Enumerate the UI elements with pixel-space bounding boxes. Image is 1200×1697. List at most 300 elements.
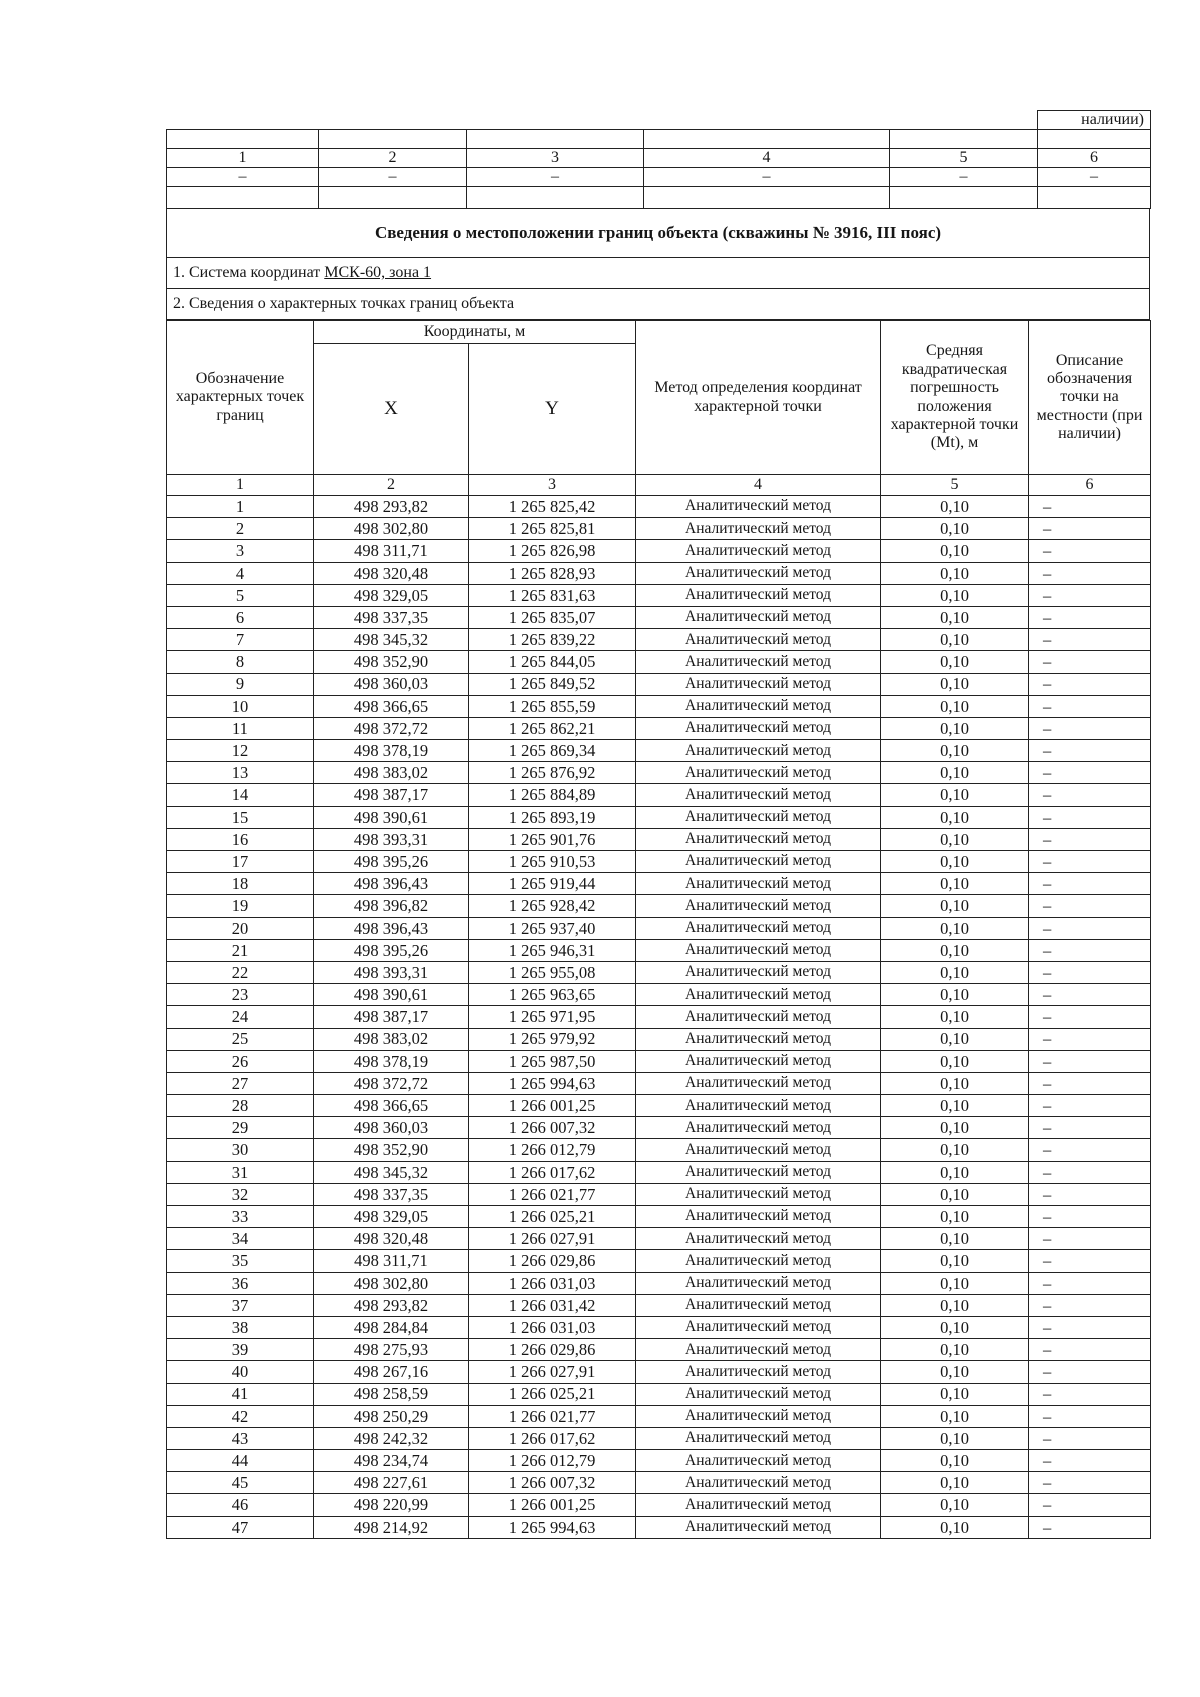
column-number: 4	[636, 475, 881, 496]
x-coordinate-cell: 498 267,16	[314, 1361, 469, 1383]
error-cell: 0,10	[881, 1516, 1029, 1538]
method-cell: Аналитический метод	[636, 1361, 881, 1383]
y-coordinate-cell: 1 265 994,63	[469, 1072, 636, 1094]
header-description: Описание обозначения точки на местности (при наличии)	[1029, 321, 1151, 475]
point-number-cell: 31	[167, 1161, 314, 1183]
method-cell: Аналитический метод	[636, 1494, 881, 1516]
table-row	[167, 917, 1151, 939]
x-coordinate-cell: 498 320,48	[314, 1228, 469, 1250]
x-coordinate-cell: 498 250,29	[314, 1405, 469, 1427]
description-cell: –	[1029, 1095, 1151, 1117]
x-coordinate-cell: 498 387,17	[314, 1006, 469, 1028]
y-coordinate-cell: 1 265 839,22	[469, 629, 636, 651]
error-cell: 0,10	[881, 873, 1029, 895]
y-coordinate-cell: 1 266 031,03	[469, 1272, 636, 1294]
point-number-cell: 43	[167, 1427, 314, 1449]
x-coordinate-cell: 498 345,32	[314, 629, 469, 651]
fragment-col-number: 5	[890, 149, 1038, 168]
method-cell: Аналитический метод	[636, 540, 881, 562]
method-cell: Аналитический метод	[636, 1095, 881, 1117]
description-cell: –	[1029, 606, 1151, 628]
x-coordinate-cell: 498 258,59	[314, 1383, 469, 1405]
method-cell: Аналитический метод	[636, 673, 881, 695]
table-row	[167, 851, 1151, 873]
error-cell: 0,10	[881, 1072, 1029, 1094]
error-cell: 0,10	[881, 518, 1029, 540]
x-coordinate-cell: 498 366,65	[314, 1095, 469, 1117]
description-cell: –	[1029, 1339, 1151, 1361]
fragment-dash-row	[167, 168, 1151, 187]
description-cell: –	[1029, 984, 1151, 1006]
method-cell: Аналитический метод	[636, 740, 881, 762]
description-cell: –	[1029, 540, 1151, 562]
fragment-dash: –	[644, 168, 890, 187]
method-cell: Аналитический метод	[636, 1427, 881, 1449]
table-row	[167, 762, 1151, 784]
table-row	[167, 1450, 1151, 1472]
table-row	[167, 1494, 1151, 1516]
y-coordinate-cell: 1 265 979,92	[469, 1028, 636, 1050]
error-cell: 0,10	[881, 1272, 1029, 1294]
x-coordinate-cell: 498 337,35	[314, 1183, 469, 1205]
error-cell: 0,10	[881, 1161, 1029, 1183]
description-cell: –	[1029, 562, 1151, 584]
table-row	[167, 1383, 1151, 1405]
y-coordinate-cell: 1 265 828,93	[469, 562, 636, 584]
x-coordinate-cell: 498 302,80	[314, 518, 469, 540]
error-cell: 0,10	[881, 717, 1029, 739]
point-number-cell: 27	[167, 1072, 314, 1094]
header-error: Средняя квадратическая погрешность положения характерной точки (Mt), м	[881, 321, 1029, 475]
description-cell: –	[1029, 1272, 1151, 1294]
fragment-dash: –	[1038, 168, 1151, 187]
x-coordinate-cell: 498 396,43	[314, 873, 469, 895]
point-number-cell: 28	[167, 1095, 314, 1117]
header-point-designation: Обозначение характерных точек границ	[167, 321, 314, 475]
point-number-cell: 22	[167, 961, 314, 983]
table-row	[167, 540, 1151, 562]
error-cell: 0,10	[881, 1139, 1029, 1161]
fragment-empty-row	[167, 187, 1151, 209]
method-cell: Аналитический метод	[636, 1316, 881, 1338]
point-number-cell: 6	[167, 606, 314, 628]
method-cell: Аналитический метод	[636, 806, 881, 828]
description-cell: –	[1029, 1161, 1151, 1183]
fragment-col-number: 3	[467, 149, 644, 168]
method-cell: Аналитический метод	[636, 518, 881, 540]
point-number-cell: 5	[167, 584, 314, 606]
table-row	[167, 496, 1151, 518]
table-row	[167, 1206, 1151, 1228]
fragment-corner-text: наличии)	[1038, 111, 1151, 130]
error-cell: 0,10	[881, 1494, 1029, 1516]
table-row	[167, 1361, 1151, 1383]
point-number-cell: 3	[167, 540, 314, 562]
method-cell: Аналитический метод	[636, 584, 881, 606]
description-cell: –	[1029, 1472, 1151, 1494]
fragment-blank-row	[167, 130, 1151, 149]
x-coordinate-cell: 498 396,43	[314, 917, 469, 939]
y-coordinate-cell: 1 265 831,63	[469, 584, 636, 606]
error-cell: 0,10	[881, 1383, 1029, 1405]
x-coordinate-cell: 498 293,82	[314, 1294, 469, 1316]
point-number-cell: 7	[167, 629, 314, 651]
table-row	[167, 1405, 1151, 1427]
y-coordinate-cell: 1 265 994,63	[469, 1516, 636, 1538]
method-cell: Аналитический метод	[636, 1161, 881, 1183]
error-cell: 0,10	[881, 1472, 1029, 1494]
description-cell: –	[1029, 1072, 1151, 1094]
y-coordinate-cell: 1 266 027,91	[469, 1228, 636, 1250]
point-number-cell: 9	[167, 673, 314, 695]
method-cell: Аналитический метод	[636, 895, 881, 917]
point-number-cell: 34	[167, 1228, 314, 1250]
description-cell: –	[1029, 1294, 1151, 1316]
error-cell: 0,10	[881, 1361, 1029, 1383]
y-coordinate-cell: 1 265 825,81	[469, 518, 636, 540]
error-cell: 0,10	[881, 673, 1029, 695]
y-coordinate-cell: 1 265 946,31	[469, 939, 636, 961]
fragment-dash: –	[467, 168, 644, 187]
y-coordinate-cell: 1 265 876,92	[469, 762, 636, 784]
boundary-points-table	[166, 320, 1151, 1539]
table-row	[167, 1250, 1151, 1272]
error-cell: 0,10	[881, 1405, 1029, 1427]
section-title: Сведения о местоположении границ объекта (скважины № 3916, III пояс)	[167, 209, 1149, 258]
table-row	[167, 562, 1151, 584]
y-coordinate-cell: 1 266 031,03	[469, 1316, 636, 1338]
table-row	[167, 1139, 1151, 1161]
x-coordinate-cell: 498 360,03	[314, 1117, 469, 1139]
header-method: Метод определения координат характерной точки	[636, 321, 881, 475]
point-number-cell: 15	[167, 806, 314, 828]
header-y: Y	[469, 344, 636, 475]
description-cell: –	[1029, 1028, 1151, 1050]
y-coordinate-cell: 1 265 919,44	[469, 873, 636, 895]
method-cell: Аналитический метод	[636, 1072, 881, 1094]
method-cell: Аналитический метод	[636, 1050, 881, 1072]
method-cell: Аналитический метод	[636, 1250, 881, 1272]
y-coordinate-cell: 1 266 027,91	[469, 1361, 636, 1383]
x-coordinate-cell: 498 242,32	[314, 1427, 469, 1449]
x-coordinate-cell: 498 366,65	[314, 695, 469, 717]
point-number-cell: 45	[167, 1472, 314, 1494]
description-cell: –	[1029, 806, 1151, 828]
table-row	[167, 1427, 1151, 1449]
error-cell: 0,10	[881, 1250, 1029, 1272]
x-coordinate-cell: 498 378,19	[314, 1050, 469, 1072]
points-heading: 2. Сведения о характерных точках границ объекта	[173, 295, 515, 312]
y-coordinate-cell: 1 265 869,34	[469, 740, 636, 762]
method-cell: Аналитический метод	[636, 784, 881, 806]
table-row	[167, 1339, 1151, 1361]
point-number-cell: 8	[167, 651, 314, 673]
table-row	[167, 961, 1151, 983]
header-x: X	[314, 344, 469, 475]
fragment-col-number: 4	[644, 149, 890, 168]
error-cell: 0,10	[881, 740, 1029, 762]
point-number-cell: 2	[167, 518, 314, 540]
description-cell: –	[1029, 939, 1151, 961]
x-coordinate-cell: 498 360,03	[314, 673, 469, 695]
point-number-cell: 21	[167, 939, 314, 961]
point-number-cell: 32	[167, 1183, 314, 1205]
point-number-cell: 25	[167, 1028, 314, 1050]
x-coordinate-cell: 498 345,32	[314, 1161, 469, 1183]
method-cell: Аналитический метод	[636, 939, 881, 961]
x-coordinate-cell: 498 234,74	[314, 1450, 469, 1472]
description-cell: –	[1029, 762, 1151, 784]
table-row	[167, 518, 1151, 540]
column-number: 3	[469, 475, 636, 496]
description-cell: –	[1029, 1006, 1151, 1028]
x-coordinate-cell: 498 372,72	[314, 717, 469, 739]
y-coordinate-cell: 1 266 017,62	[469, 1161, 636, 1183]
x-coordinate-cell: 498 293,82	[314, 496, 469, 518]
y-coordinate-cell: 1 266 007,32	[469, 1117, 636, 1139]
column-number: 6	[1029, 475, 1151, 496]
x-coordinate-cell: 498 320,48	[314, 562, 469, 584]
error-cell: 0,10	[881, 1006, 1029, 1028]
error-cell: 0,10	[881, 784, 1029, 806]
method-cell: Аналитический метод	[636, 1028, 881, 1050]
column-number: 2	[314, 475, 469, 496]
y-coordinate-cell: 1 265 849,52	[469, 673, 636, 695]
error-cell: 0,10	[881, 629, 1029, 651]
y-coordinate-cell: 1 266 012,79	[469, 1139, 636, 1161]
x-coordinate-cell: 498 383,02	[314, 1028, 469, 1050]
error-cell: 0,10	[881, 1316, 1029, 1338]
point-number-cell: 42	[167, 1405, 314, 1427]
y-coordinate-cell: 1 266 021,77	[469, 1405, 636, 1427]
y-coordinate-cell: 1 266 012,79	[469, 1450, 636, 1472]
previous-table-fragment	[166, 110, 1151, 209]
method-cell: Аналитический метод	[636, 1117, 881, 1139]
table-row	[167, 651, 1151, 673]
description-cell: –	[1029, 717, 1151, 739]
description-cell: –	[1029, 518, 1151, 540]
table-row	[167, 895, 1151, 917]
x-coordinate-cell: 498 390,61	[314, 984, 469, 1006]
point-number-cell: 46	[167, 1494, 314, 1516]
y-coordinate-cell: 1 265 928,42	[469, 895, 636, 917]
x-coordinate-cell: 498 393,31	[314, 961, 469, 983]
table-header-row	[167, 321, 1151, 344]
table-row	[167, 1028, 1151, 1050]
error-cell: 0,10	[881, 762, 1029, 784]
error-cell: 0,10	[881, 651, 1029, 673]
y-coordinate-cell: 1 265 893,19	[469, 806, 636, 828]
table-row	[167, 1228, 1151, 1250]
table-row	[167, 1072, 1151, 1094]
description-cell: –	[1029, 651, 1151, 673]
table-row	[167, 1294, 1151, 1316]
table-row	[167, 695, 1151, 717]
point-number-cell: 13	[167, 762, 314, 784]
x-coordinate-cell: 498 372,72	[314, 1072, 469, 1094]
error-cell: 0,10	[881, 1095, 1029, 1117]
method-cell: Аналитический метод	[636, 1339, 881, 1361]
table-row	[167, 1516, 1151, 1538]
table-row	[167, 606, 1151, 628]
method-cell: Аналитический метод	[636, 1405, 881, 1427]
x-coordinate-cell: 498 337,35	[314, 606, 469, 628]
point-number-cell: 1	[167, 496, 314, 518]
error-cell: 0,10	[881, 806, 1029, 828]
point-number-cell: 19	[167, 895, 314, 917]
method-cell: Аналитический метод	[636, 1183, 881, 1205]
method-cell: Аналитический метод	[636, 851, 881, 873]
y-coordinate-cell: 1 266 031,42	[469, 1294, 636, 1316]
table-row	[167, 784, 1151, 806]
fragment-number-row	[167, 149, 1151, 168]
method-cell: Аналитический метод	[636, 695, 881, 717]
method-cell: Аналитический метод	[636, 496, 881, 518]
x-coordinate-cell: 498 396,82	[314, 895, 469, 917]
y-coordinate-cell: 1 266 001,25	[469, 1494, 636, 1516]
error-cell: 0,10	[881, 562, 1029, 584]
description-cell: –	[1029, 1383, 1151, 1405]
error-cell: 0,10	[881, 984, 1029, 1006]
table-row	[167, 629, 1151, 651]
point-number-cell: 11	[167, 717, 314, 739]
x-coordinate-cell: 498 329,05	[314, 584, 469, 606]
point-number-cell: 10	[167, 695, 314, 717]
description-cell: –	[1029, 1405, 1151, 1427]
error-cell: 0,10	[881, 961, 1029, 983]
description-cell: –	[1029, 1228, 1151, 1250]
table-row	[167, 1117, 1151, 1139]
error-cell: 0,10	[881, 584, 1029, 606]
point-number-cell: 40	[167, 1361, 314, 1383]
point-number-cell: 38	[167, 1316, 314, 1338]
error-cell: 0,10	[881, 606, 1029, 628]
y-coordinate-cell: 1 265 862,21	[469, 717, 636, 739]
y-coordinate-cell: 1 266 029,86	[469, 1339, 636, 1361]
y-coordinate-cell: 1 265 987,50	[469, 1050, 636, 1072]
table-row	[167, 1472, 1151, 1494]
method-cell: Аналитический метод	[636, 1294, 881, 1316]
x-coordinate-cell: 498 214,92	[314, 1516, 469, 1538]
fragment-dash: –	[319, 168, 467, 187]
method-cell: Аналитический метод	[636, 1206, 881, 1228]
method-cell: Аналитический метод	[636, 1139, 881, 1161]
description-cell: –	[1029, 1494, 1151, 1516]
y-coordinate-cell: 1 265 901,76	[469, 828, 636, 850]
table-row	[167, 1316, 1151, 1338]
method-cell: Аналитический метод	[636, 917, 881, 939]
y-coordinate-cell: 1 266 007,32	[469, 1472, 636, 1494]
y-coordinate-cell: 1 265 937,40	[469, 917, 636, 939]
point-number-cell: 12	[167, 740, 314, 762]
description-cell: –	[1029, 784, 1151, 806]
error-cell: 0,10	[881, 851, 1029, 873]
error-cell: 0,10	[881, 1050, 1029, 1072]
x-coordinate-cell: 498 383,02	[314, 762, 469, 784]
point-number-cell: 35	[167, 1250, 314, 1272]
error-cell: 0,10	[881, 917, 1029, 939]
y-coordinate-cell: 1 266 029,86	[469, 1250, 636, 1272]
x-coordinate-cell: 498 284,84	[314, 1316, 469, 1338]
table-row	[167, 1050, 1151, 1072]
x-coordinate-cell: 498 378,19	[314, 740, 469, 762]
description-cell: –	[1029, 1117, 1151, 1139]
table-row	[167, 1095, 1151, 1117]
fragment-col-number: 1	[167, 149, 319, 168]
table-row	[167, 806, 1151, 828]
table-row	[167, 717, 1151, 739]
description-cell: –	[1029, 1316, 1151, 1338]
x-coordinate-cell: 498 311,71	[314, 540, 469, 562]
point-number-cell: 30	[167, 1139, 314, 1161]
method-cell: Аналитический метод	[636, 961, 881, 983]
y-coordinate-cell: 1 266 025,21	[469, 1206, 636, 1228]
column-number: 1	[167, 475, 314, 496]
error-cell: 0,10	[881, 496, 1029, 518]
point-number-cell: 18	[167, 873, 314, 895]
error-cell: 0,10	[881, 1450, 1029, 1472]
method-cell: Аналитический метод	[636, 629, 881, 651]
description-cell: –	[1029, 895, 1151, 917]
method-cell: Аналитический метод	[636, 1450, 881, 1472]
error-cell: 0,10	[881, 1294, 1029, 1316]
x-coordinate-cell: 498 387,17	[314, 784, 469, 806]
description-cell: –	[1029, 740, 1151, 762]
point-number-cell: 17	[167, 851, 314, 873]
y-coordinate-cell: 1 265 825,42	[469, 496, 636, 518]
fragment-col-number: 6	[1038, 149, 1151, 168]
table-row	[167, 828, 1151, 850]
error-cell: 0,10	[881, 1117, 1029, 1139]
description-cell: –	[1029, 584, 1151, 606]
error-cell: 0,10	[881, 1183, 1029, 1205]
fragment-col-number: 2	[319, 149, 467, 168]
error-cell: 0,10	[881, 1228, 1029, 1250]
method-cell: Аналитический метод	[636, 562, 881, 584]
description-cell: –	[1029, 1250, 1151, 1272]
table-row	[167, 673, 1151, 695]
table-row	[167, 740, 1151, 762]
description-cell: –	[1029, 1139, 1151, 1161]
error-cell: 0,10	[881, 828, 1029, 850]
x-coordinate-cell: 498 227,61	[314, 1472, 469, 1494]
error-cell: 0,10	[881, 939, 1029, 961]
method-cell: Аналитический метод	[636, 717, 881, 739]
table-row	[167, 984, 1151, 1006]
x-coordinate-cell: 498 352,90	[314, 651, 469, 673]
coordinate-system-label: 1. Система координат	[173, 264, 321, 281]
y-coordinate-cell: 1 266 001,25	[469, 1095, 636, 1117]
y-coordinate-cell: 1 266 017,62	[469, 1427, 636, 1449]
point-number-cell: 26	[167, 1050, 314, 1072]
point-number-cell: 47	[167, 1516, 314, 1538]
point-number-cell: 39	[167, 1339, 314, 1361]
method-cell: Аналитический метод	[636, 984, 881, 1006]
x-coordinate-cell: 498 390,61	[314, 806, 469, 828]
table-row	[167, 939, 1151, 961]
point-number-cell: 44	[167, 1450, 314, 1472]
table-row	[167, 1006, 1151, 1028]
description-cell: –	[1029, 1050, 1151, 1072]
fragment-header-row	[167, 111, 1151, 130]
fragment-dash: –	[167, 168, 319, 187]
coordinate-system-value: МСК-60, зона 1	[324, 264, 432, 281]
y-coordinate-cell: 1 265 884,89	[469, 784, 636, 806]
description-cell: –	[1029, 1516, 1151, 1538]
header-coordinates: Координаты, м	[314, 321, 636, 344]
method-cell: Аналитический метод	[636, 873, 881, 895]
point-number-cell: 14	[167, 784, 314, 806]
